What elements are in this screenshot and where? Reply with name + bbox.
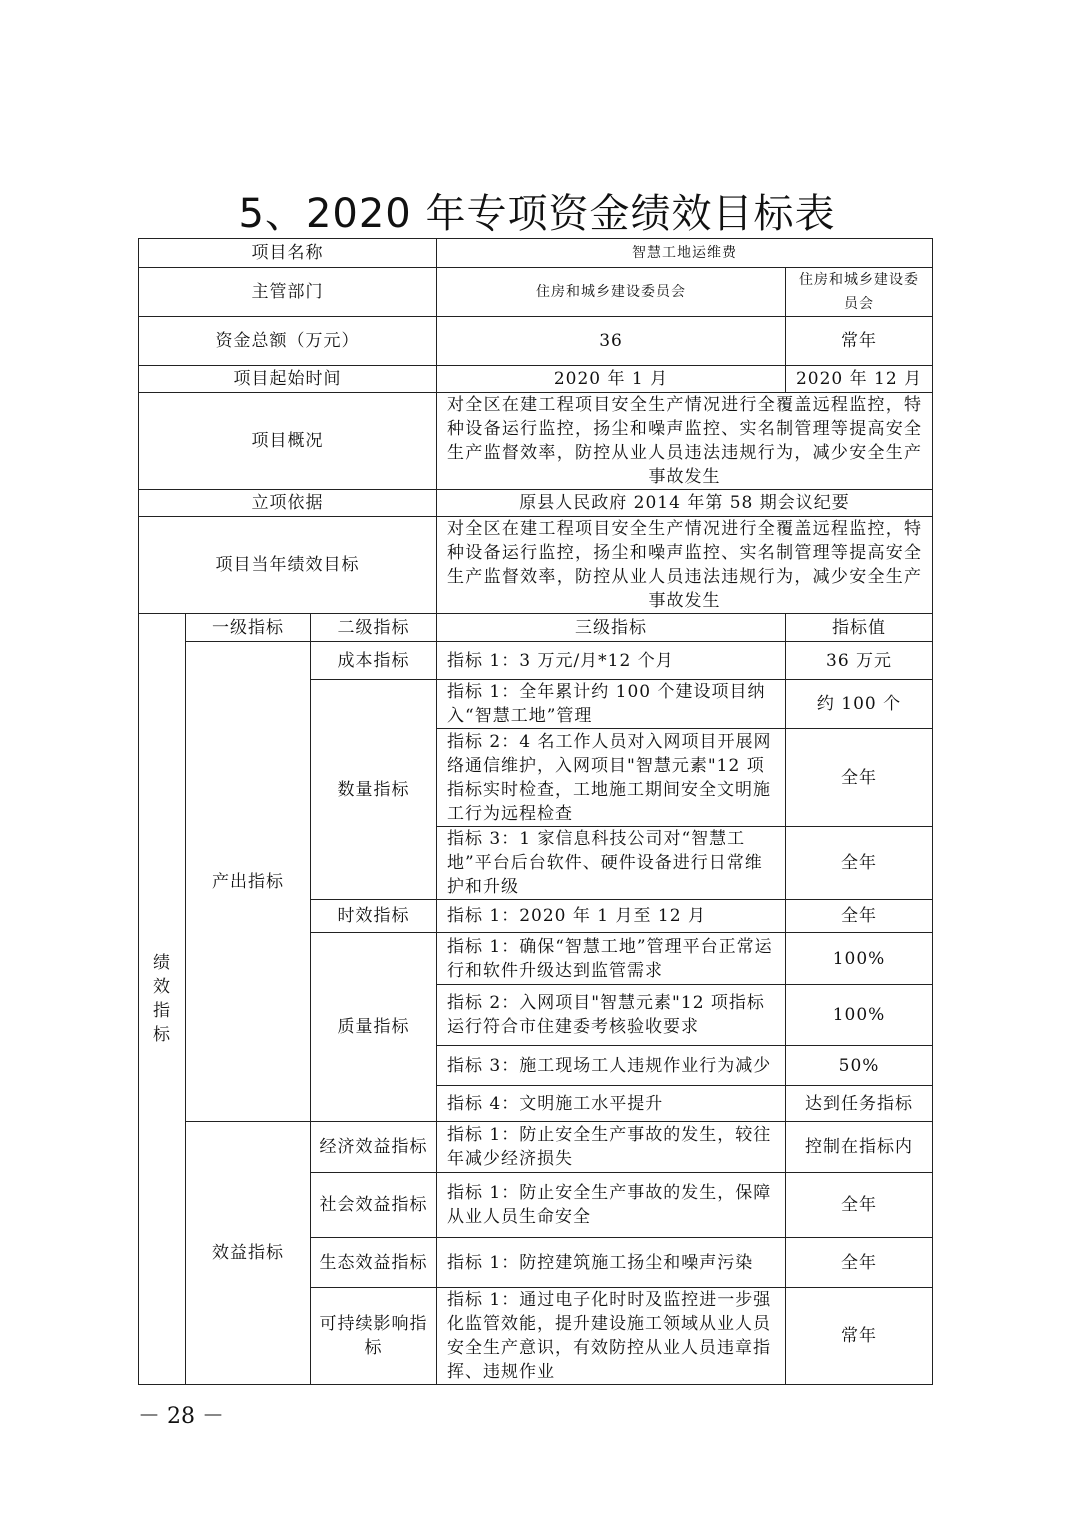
indicator-value: 全年 bbox=[786, 827, 933, 900]
indicator-text: 指标 1：防控建筑施工扬尘和噪声污染 bbox=[437, 1238, 786, 1288]
start-value: 2020 年 1 月 bbox=[437, 366, 786, 393]
indicator-text: 指标 1：3 万元/月*12 个月 bbox=[437, 642, 786, 680]
performance-table bbox=[138, 238, 933, 1385]
level2-quantity: 数量指标 bbox=[311, 680, 437, 900]
start-label: 项目起始时间 bbox=[139, 366, 437, 393]
row-basis bbox=[139, 490, 933, 517]
indicator-value: 全年 bbox=[786, 1173, 933, 1238]
table-row bbox=[139, 642, 933, 680]
indicator-value: 常年 bbox=[786, 1288, 933, 1385]
header-level1: 一级指标 bbox=[186, 614, 311, 642]
indicator-value: 50% bbox=[786, 1046, 933, 1086]
level2-cost: 成本指标 bbox=[311, 642, 437, 680]
indicator-value: 100% bbox=[786, 933, 933, 985]
row-dept bbox=[139, 268, 933, 317]
impl-value: 住房和城乡建设委员会 bbox=[786, 268, 933, 317]
indicator-value: 全年 bbox=[786, 729, 933, 827]
level2-social: 社会效益指标 bbox=[311, 1173, 437, 1238]
indicator-text: 指标 4：文明施工水平提升 bbox=[437, 1086, 786, 1122]
level1-benefit: 效益指标 bbox=[186, 1122, 311, 1385]
row-funds bbox=[139, 317, 933, 366]
header-value: 指标值 bbox=[786, 614, 933, 642]
indicator-text: 指标 1：确保“智慧工地”管理平台正常运行和软件升级达到监管需求 bbox=[437, 933, 786, 985]
level2-ecological: 生态效益指标 bbox=[311, 1238, 437, 1288]
indicator-value: 约 100 个 bbox=[786, 680, 933, 729]
row-goal bbox=[139, 517, 933, 614]
indicator-value: 36 万元 bbox=[786, 642, 933, 680]
row-overview bbox=[139, 393, 933, 490]
section-label: 绩效指标 bbox=[153, 953, 171, 1045]
indicator-text: 指标 3：1 家信息科技公司对“智慧工地”平台后台软件、硬件设备进行日常维护和升级 bbox=[437, 827, 786, 900]
indicator-header-row bbox=[139, 614, 933, 642]
indicator-value: 100% bbox=[786, 985, 933, 1046]
indicator-value: 控制在指标内 bbox=[786, 1122, 933, 1173]
indicator-value: 全年 bbox=[786, 1238, 933, 1288]
page-title: 5、2020 年专项资金绩效目标表 bbox=[238, 191, 836, 237]
indicator-text: 指标 1：防止安全生产事故的发生，较往年减少经济损失 bbox=[437, 1122, 786, 1173]
page-number: － 28 － bbox=[138, 1404, 224, 1429]
funds-label: 资金总额（万元） bbox=[139, 317, 437, 366]
dept-label: 主管部门 bbox=[139, 268, 437, 317]
project-name-value: 智慧工地运维费 bbox=[437, 239, 933, 268]
goal-label: 项目当年绩效目标 bbox=[139, 517, 437, 614]
section-label-cell bbox=[139, 614, 186, 1385]
table-row bbox=[139, 1122, 933, 1173]
project-name-label: 项目名称 bbox=[139, 239, 437, 268]
indicator-text: 指标 1：2020 年 1 月至 12 月 bbox=[437, 900, 786, 933]
basis-label: 立项依据 bbox=[139, 490, 437, 517]
level1-output: 产出指标 bbox=[186, 642, 311, 1122]
end-value: 2020 年 12 月 bbox=[786, 366, 933, 393]
nature-value: 常年 bbox=[786, 317, 933, 366]
overview-label: 项目概况 bbox=[139, 393, 437, 490]
row-project-name bbox=[139, 239, 933, 268]
overview-text: 对全区在建工程项目安全生产情况进行全覆盖远程监控，特种设备运行监控，扬尘和噪声监控、实名制管理等提高安全生产监督效率，防控从业人员违法违规行为，减少安全生产事故发生 bbox=[437, 393, 933, 490]
indicator-text: 指标 2：4 名工作人员对入网项目开展网络通信维护，入网项目"智慧元素"12 项指标实时检查，工地施工期间安全文明施工行为远程检查 bbox=[437, 729, 786, 827]
header-level2: 二级指标 bbox=[311, 614, 437, 642]
dept-value: 住房和城乡建设委员会 bbox=[437, 268, 786, 317]
funds-value: 36 bbox=[437, 317, 786, 366]
indicator-value: 达到任务指标 bbox=[786, 1086, 933, 1122]
indicator-text: 指标 2：入网项目"智慧元素"12 项指标运行符合市住建委考核验收要求 bbox=[437, 985, 786, 1046]
row-dates bbox=[139, 366, 933, 393]
level2-sustainable: 可持续影响指标 bbox=[311, 1288, 437, 1385]
level2-timeliness: 时效指标 bbox=[311, 900, 437, 933]
basis-text: 原县人民政府 2014 年第 58 期会议纪要 bbox=[437, 490, 933, 517]
indicator-text: 指标 1：防止安全生产事故的发生，保障从业人员生命安全 bbox=[437, 1173, 786, 1238]
level2-quality: 质量指标 bbox=[311, 933, 437, 1122]
goal-text: 对全区在建工程项目安全生产情况进行全覆盖远程监控，特种设备运行监控，扬尘和噪声监控、实名制管理等提高安全生产监督效率，防控从业人员违法违规行为，减少安全生产事故发生 bbox=[437, 517, 933, 614]
header-level3: 三级指标 bbox=[437, 614, 786, 642]
indicator-text: 指标 3：施工现场工人违规作业行为减少 bbox=[437, 1046, 786, 1086]
indicator-value: 全年 bbox=[786, 900, 933, 933]
indicator-text: 指标 1：全年累计约 100 个建设项目纳入“智慧工地”管理 bbox=[437, 680, 786, 729]
level2-economic: 经济效益指标 bbox=[311, 1122, 437, 1173]
indicator-text: 指标 1：通过电子化时时及监控进一步强化监管效能，提升建设施工领域从业人员安全生产意识，有效防控从业人员违章指挥、违规作业 bbox=[437, 1288, 786, 1385]
